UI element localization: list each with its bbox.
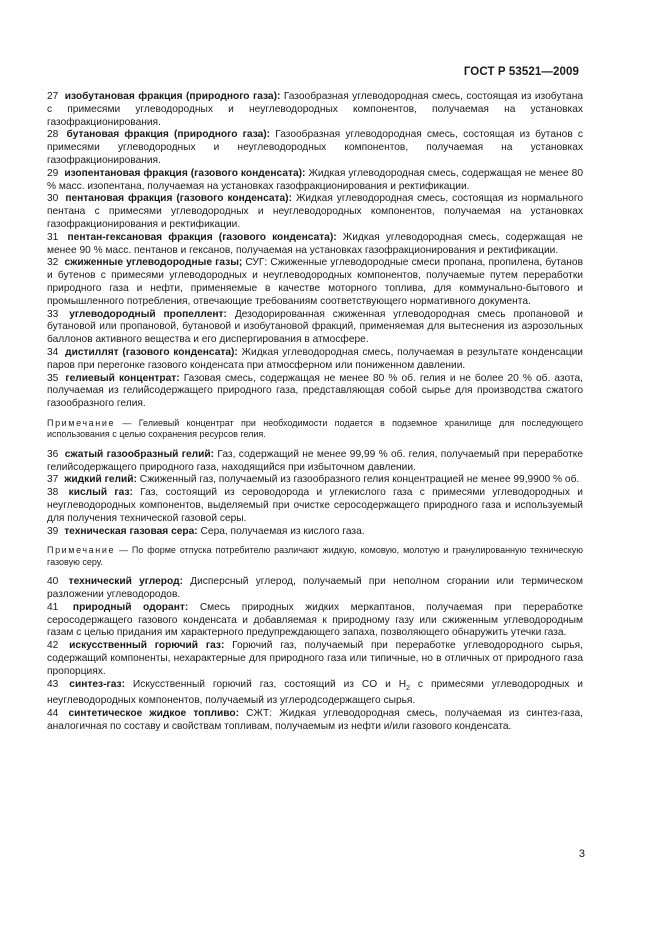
note-text: — По форме отпуска потребителю различают жидкую, комовую, молотую и гранулированную техническую газовую серу.: [47, 545, 583, 567]
term-name: дистиллят (газового конденсата):: [65, 346, 238, 358]
term-entry-43: [47, 679, 583, 709]
term-number: 27: [47, 91, 59, 102]
term-number: 29: [47, 167, 59, 179]
term-definition: Газ, состоящий из сероводорода и углекислого газа с примесями углеводородных и неуглеводородных компонентов, выделяемый при очистке серосодержащего природного газа и используемый для получения технической газовой серы.: [47, 487, 583, 524]
term-definition: СУГ: Сжиженные углеводородные смеси пропана, пропилена, бутанов и бутенов с примесями углеводородных и неуглеводородных компонентов, получаемые путем переработки природного газа и нефти, применяемые в качестве моторного топлива, для коммунально-бытового и промышленного потребления, отвечающие требованиям соответствующего нормативного документа.: [47, 257, 583, 307]
term-number: 42: [47, 640, 59, 652]
term-entry-37: [47, 474, 583, 487]
term-number: 39: [47, 525, 59, 537]
term-number: 31: [47, 231, 59, 243]
term-name: сжиженные углеводородные газы;: [64, 257, 243, 269]
term-name: технический углерод:: [68, 576, 183, 588]
term-entry-35: [47, 373, 583, 411]
term-definition: [47, 679, 583, 707]
term-number: 43: [47, 678, 59, 690]
term-definition: Смесь природных жидких меркаптанов, получаемая при переработке серосодержащего газового конденсата и добавляемая к природному газу или сжиженным углеводородным газам с целью придания им характерного предупреждающего запаха, позволяющего обнаружить утечки газа.: [47, 601, 583, 639]
term-number: 41: [47, 601, 59, 613]
term-definition: Газообразная углеводородная смесь, состоящая из бутанов с примесями углеводородных и неуглеводородных компонентов, получаемая на установках газофракционирования.: [47, 129, 583, 166]
terms-group-a: [47, 91, 583, 411]
term-definition-part: Искусственный горючий газ, состоящий из CO и H: [132, 678, 407, 690]
note-sulfur: [47, 545, 583, 568]
term-entry-44: [47, 708, 583, 734]
term-name: пентановая фракция (газового конденсата):: [65, 193, 292, 205]
term-entry-38: [47, 487, 583, 525]
term-entry-31: [47, 232, 583, 258]
term-name: углеводородный пропеллент:: [69, 308, 227, 320]
term-name: сжатый газообразный гелий:: [64, 448, 215, 460]
term-name: природный одорант:: [72, 601, 189, 613]
term-entry-30: [47, 193, 583, 231]
term-name: бутановая фракция (природного газа):: [66, 129, 271, 141]
term-number: 37: [47, 474, 59, 486]
term-number: 28: [47, 129, 59, 141]
term-name: изопентановая фракция (газового конденсата):: [64, 167, 306, 179]
term-name: синтез-газ:: [69, 678, 125, 690]
term-number: 32: [47, 257, 59, 269]
term-number: 33: [47, 308, 59, 320]
term-name: гелиевый концентрат:: [65, 372, 180, 384]
term-name: техническая газовая сера:: [64, 525, 198, 537]
terms-group-b: [47, 449, 583, 539]
term-number: 38: [47, 487, 59, 499]
term-entry-36: [47, 449, 583, 475]
document-id: ГОСТ Р 53521—2009: [463, 66, 579, 78]
term-name: синтетическое жидкое топливо:: [68, 708, 240, 720]
term-number: 40: [47, 576, 59, 588]
term-entry-32: [47, 257, 583, 308]
term-definition: Жидкая углеводородная смесь, состоящая из нормального пентана с примесями углеводородных и неуглеводородных компонентов, получаемая на установках газофракционирования и ректификации.: [47, 193, 583, 230]
term-name: изобутановая фракция (природного газа):: [64, 91, 281, 102]
term-name: кислый газ:: [68, 487, 133, 499]
term-name: пентан-гексановая фракция (газового конденсата):: [67, 231, 337, 243]
term-definition: Горючий газ, получаемый при переработке углеводородного сырья, содержащий компоненты, нехарактерные для природного газа или типичные, но в отличных от природного газа пропорциях.: [47, 640, 584, 677]
term-entry-29: [47, 168, 583, 194]
term-entry-39: [47, 526, 583, 539]
note-label: Примечание: [47, 417, 116, 428]
subscript-2: 2: [406, 684, 410, 692]
term-definition: Жидкая углеводородная смесь, получаемая в результате конденсации паров при перегонке газового конденсата при атмосферном или пониженном давлении.: [47, 346, 583, 371]
term-definition: Газовая смесь, содержащая не менее 80 % об. гелия и не более 20 % об. азота, получаемая из гелийсодержащего природного газа, представляющая собой сырье для производства сжатого газообразного гелия.: [47, 372, 583, 410]
term-entry-41: [47, 602, 583, 640]
term-name: жидкий гелий:: [64, 474, 137, 486]
terms-group-c: [47, 576, 583, 678]
term-entry-27: [47, 91, 583, 129]
term-entry-28: [47, 129, 583, 167]
term-entry-34: [47, 347, 583, 373]
term-definition-part: с примесями углеводородных и неуглеводородных компонентов, получаемый из углеродсодержащего сырья.: [47, 678, 583, 707]
term-name: искусственный горючий газ:: [69, 640, 225, 652]
term-number: 34: [47, 346, 59, 358]
term-number: 36: [47, 448, 59, 460]
term-definition: Дисперсный углерод, получаемый при неполном сгорании или термическом разложении углеводородов.: [47, 576, 583, 600]
term-definition: Дезодорированная сжиженная углеводородная смесь пропановой и бутановой или пропановой, бутановой и изобутановой фракций, применяемая для вытеснения из аэрозольных баллонов активного вещества и его диспергирования в атмосфере.: [47, 308, 583, 346]
term-definition: Газ, содержащий не менее 99,99 % об. гелия, получаемый при переработке гелийсодержащего природного газа, находящийся при избыточном давлении.: [47, 448, 584, 473]
note-helium-concentrate: [47, 418, 583, 441]
term-entry-42: [47, 640, 583, 678]
term-definition: Жидкая углеводородная смесь, содержащая не менее 80 % масс. изопентана, получаемая на установках газофракционирования и ректификации.: [47, 167, 583, 192]
term-number: 44: [47, 708, 59, 720]
term-number: 30: [47, 193, 59, 205]
term-definition: СЖТ: Жидкая углеводородная смесь, получаемая из синтез-газа, аналогичная по составу и свойствам топливам, получаемым из нефти и/или газового конденсата.: [47, 708, 583, 732]
term-number: 35: [47, 372, 59, 384]
term-entry-33: [47, 309, 583, 347]
term-entry-40: [47, 576, 583, 602]
note-text: — Гелиевый концентрат при необходимости подается в подземное хранилище для последующего использования с целью сохранения ресурсов гелия.: [47, 417, 583, 440]
note-label: Примечание: [47, 545, 116, 556]
term-definition: Сера, получаемая из кислого газа.: [200, 525, 365, 537]
page-number: 3: [578, 848, 585, 860]
term-definition: Жидкая углеводородная смесь, содержащая не менее 90 % масс. пентанов и гексанов, получаемая на установках газофракционирования и ректификации.: [47, 231, 583, 256]
term-definition: Газообразная углеводородная смесь, состоящая из изобутана с примесями углеводородных и неуглеводородных компонентов, получаемая на установках газофракционирования.: [47, 91, 583, 128]
terms-content: [47, 91, 583, 734]
term-definition: Сжиженный газ, получаемый из газообразного гелия концентрацией не менее 99,9900 % об.: [139, 474, 580, 486]
